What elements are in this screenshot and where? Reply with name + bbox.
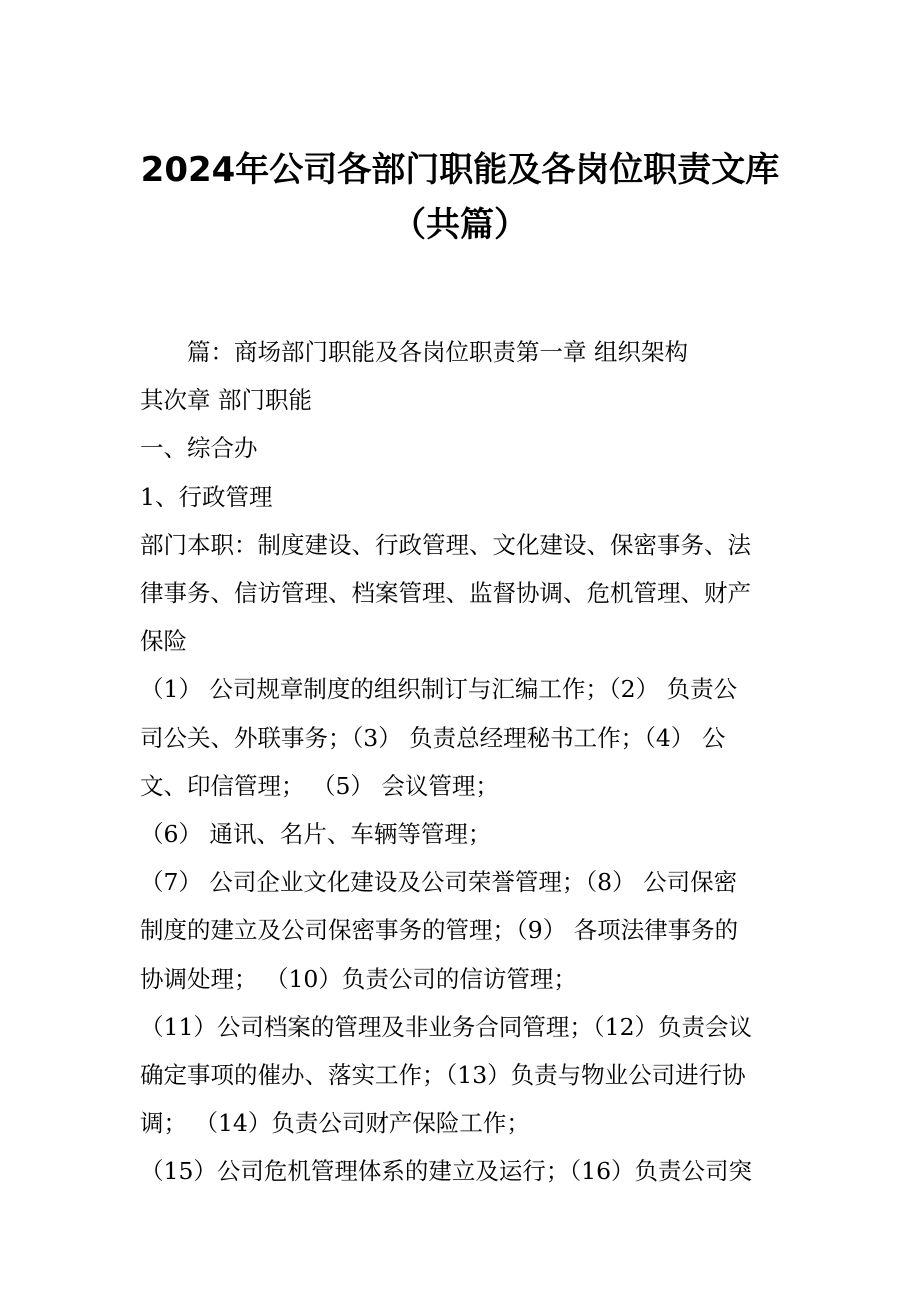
paragraph-line: 一、综合办 xyxy=(140,434,258,463)
paragraph-line: （11）公司档案的管理及非业务合同管理；（12）负责会议 xyxy=(140,1012,753,1041)
paragraph-line: 1、行政管理 xyxy=(140,482,273,511)
document-title-line-2: （共篇） xyxy=(392,205,528,245)
paragraph-line: （15）公司危机管理体系的建立及运行；（16）负责公司突 xyxy=(140,1157,753,1186)
paragraph-line: 篇：商场部门职能及各岗位职责第一章 组织架构 xyxy=(140,338,688,366)
paragraph-line: 律事务、信访管理、档案管理、监督协调、危机管理、财产 xyxy=(140,579,751,607)
paragraph-line: （1） 公司规章制度的组织制订与汇编工作；（2） 负责公 xyxy=(140,675,738,704)
paragraph-line: 保险 xyxy=(140,627,187,656)
document-title-line-1: 2024年公司各部门职能及各岗位职责文库 xyxy=(140,150,780,190)
paragraph-line: 司公关、外联事务；（3） 负责总经理秘书工作；（4） 公 xyxy=(140,723,726,752)
paragraph-line: 协调处理； （10）负责公司的信访管理； xyxy=(140,964,577,993)
paragraph-line: （7） 公司企业文化建设及公司荣誉管理；（8） 公司保密 xyxy=(140,868,738,897)
paragraph-line: 调； （14）负责公司财产保险工作； xyxy=(140,1109,530,1138)
paragraph-line: 文、印信管理； （5） 会议管理； xyxy=(140,771,499,800)
paragraph-line: 其次章 部门职能 xyxy=(140,386,312,415)
paragraph-line: 制度的建立及公司保密事务的管理；（9） 各项法律事务的 xyxy=(140,916,739,945)
paragraph-line: 确定事项的催办、落实工作；（13）负责与物业公司进行协 xyxy=(140,1061,746,1089)
paragraph-line: （6） 通讯、名片、车辆等管理； xyxy=(140,820,492,848)
paragraph-line: 部门本职：制度建设、行政管理、文化建设、保密事务、法 xyxy=(140,530,751,559)
